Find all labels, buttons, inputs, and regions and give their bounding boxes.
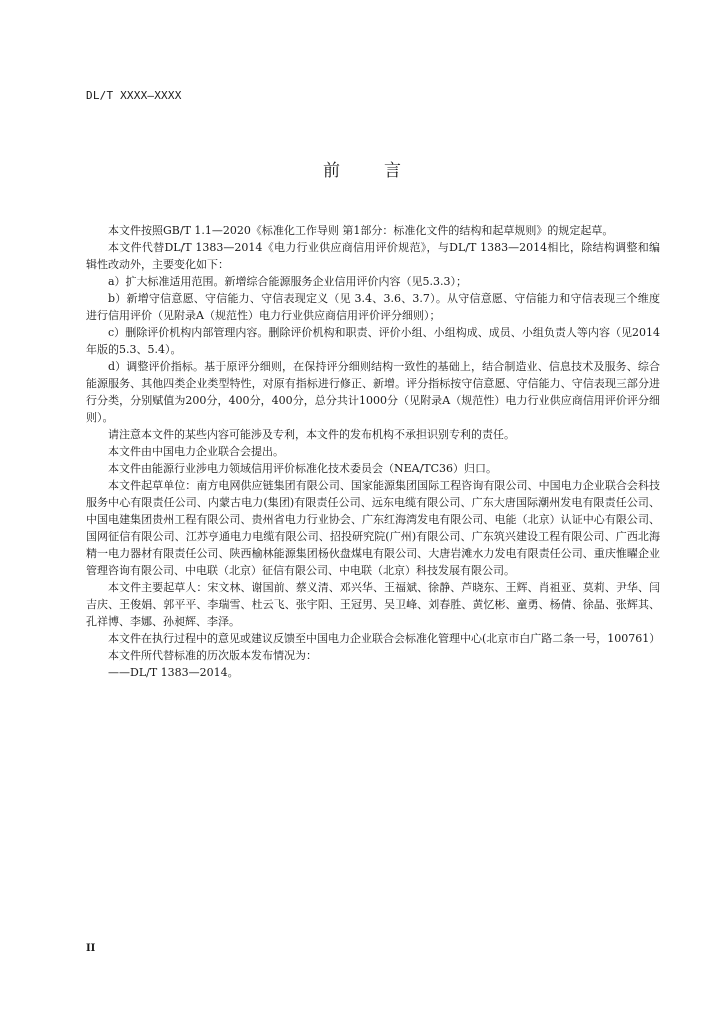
title-char-2: 言 xyxy=(384,161,401,181)
foreword-body xyxy=(86,222,660,681)
paragraph-committee: 本文件由能源行业涉电力领域信用评价标准化技术委员会（NEA/TC36）归口。 xyxy=(108,462,498,475)
paragraph-history-intro: 本文件所代替标准的历次版本发布情况为： xyxy=(108,649,317,662)
paragraph-drafting-rules: 本文件按照GB/T 1.1—2020《标准化工作导则 第1部分：标准化文件的结构和起草规则》的规定起草。 xyxy=(108,224,614,237)
paragraph-patent-notice: 请注意本文件的某些内容可能涉及专利，本文件的发布机构不承担识别专利的责任。 xyxy=(108,428,515,441)
paragraph-drafters: 本文件主要起草人：宋文林、谢国前、蔡义清、邓兴华、王福斌、徐静、芦晓东、王辉、肖祖亚、莫莉、尹华、闫吉庆、王俊娟、郭平平、李瑞雪、杜云飞、张宇阳、王冠男、吴卫峰、刘春胜、黄忆彬、童勇、杨倩、徐晶、张辉其、孔祥博、李娜、孙昶辉、李泽。 xyxy=(86,581,660,628)
change-item-b: b）新增守信意愿、守信能力、守信表现定义（见 3.4、3.6、3.7）。从守信意愿、守信能力和守信表现三个维度进行信用评价（见附录A（规范性）电力行业供应商信用评价评分细则）； xyxy=(86,292,660,322)
document-code: DL/T XXXX—XXXX xyxy=(86,89,182,102)
change-item-a: a）扩大标准适用范围。新增综合能源服务企业信用评价内容（见5.3.3）； xyxy=(108,275,468,288)
paragraph-drafting-units: 本文件起草单位：南方电网供应链集团有限公司、国家能源集团国际工程咨询有限公司、中国电力企业联合会科技服务中心有限责任公司、内蒙古电力(集团)有限责任公司、远东电缆有限公司、广东大唐国际潮州发电有限责任公司、中国电建集团贵州工程有限公司、贵州省电力行业协会、广东红海湾发电有限公司、电能（北京）认证中心有限公司、国网征信有限公司、江苏亨通电力电缆有限公司、招投研究院(广州)有限公司、广东筑兴建设工程有限公司、广西北海精一电力器材有限责任公司、陕西榆林能源集团杨伙盘煤电有限公司、大唐岩滩水力发电有限责任公司、重庆惟曜企业管理咨询有限公司、中电联（北京）征信有限公司、中电联（北京）科技发展有限公司。 xyxy=(86,479,660,577)
page-title xyxy=(0,156,724,181)
change-item-c: c）删除评价机构内部管理内容。删除评价机构和职责、评价小组、小组构成、成员、小组负责人等内容（见2014年版的5.3、5.4）。 xyxy=(86,326,660,356)
title-char-1: 前 xyxy=(323,161,340,181)
change-item-d: d）调整评价指标。基于原评分细则，在保持评分细则结构一致性的基础上，结合制造业、信息技术及服务、综合能源服务、其他四类企业类型特性，对原有指标进行修正、新增。评分指标按守信意愿、守信能力、守信表现三部分进行分类，分别赋值为200分，400分，400分，总分共计1000分（见附录A（规范性）电力行业供应商信用评价评分细则）。 xyxy=(86,360,660,424)
paragraph-replacement: 本文件代替DL/T 1383—2014《电力行业供应商信用评价规范》，与DL/T 1383—2014相比，除结构调整和编辑性改动外，主要变化如下： xyxy=(86,241,660,271)
paragraph-proposer: 本文件由中国电力企业联合会提出。 xyxy=(108,445,284,458)
paragraph-feedback: 本文件在执行过程中的意见或建议反馈至中国电力企业联合会标准化管理中心(北京市白广路二条一号，100761） xyxy=(108,632,661,645)
paragraph-history-item: ——DL/T 1383—2014。 xyxy=(108,666,239,679)
page-number: II xyxy=(86,943,96,954)
